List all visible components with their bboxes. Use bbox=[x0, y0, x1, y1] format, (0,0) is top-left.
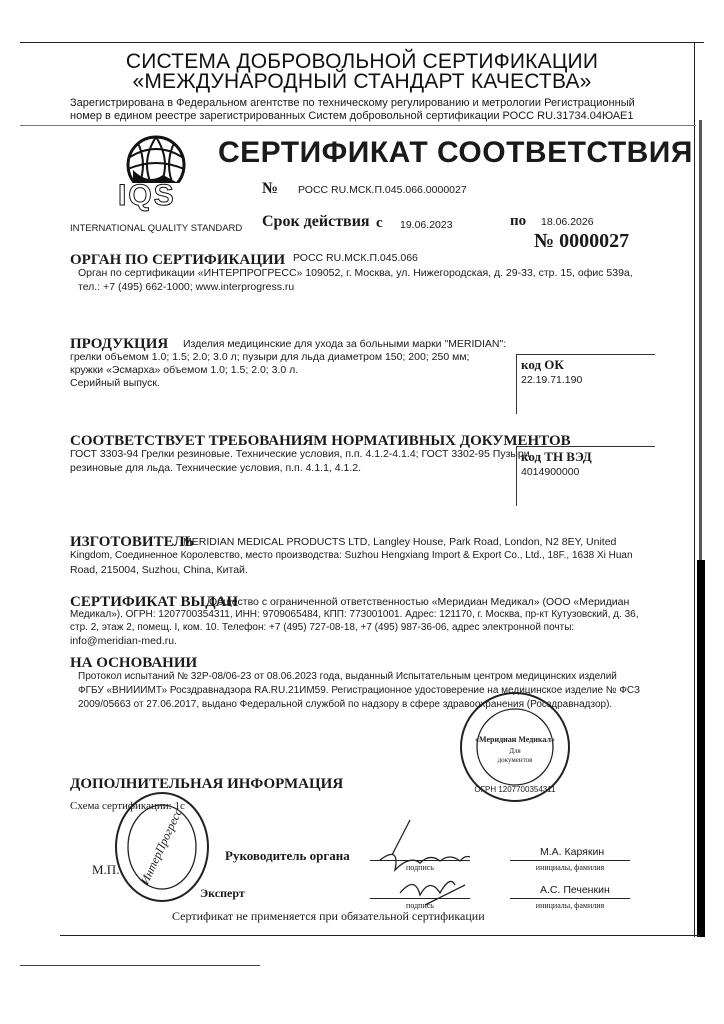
top-border bbox=[20, 42, 704, 43]
name-caption-1: инициалы, фамилия bbox=[535, 863, 605, 872]
basis-line-1: Протокол испытаний № 32Р-08/06-23 от 08.06.2023 года, выданный Испытательным центром медицинских изделий bbox=[78, 671, 617, 682]
stray-line bbox=[20, 965, 260, 966]
system-title-1: СИСТЕМА ДОБРОВОЛЬНОЙ СЕРТИФИКАЦИИ bbox=[125, 50, 599, 73]
signature-line-1 bbox=[370, 860, 470, 861]
svg-text:«Меридиан Медикал»: «Меридиан Медикал» bbox=[475, 735, 555, 744]
name-line-2 bbox=[510, 898, 630, 899]
right-edge-bar bbox=[697, 560, 705, 937]
bottom-border bbox=[60, 935, 700, 936]
product-heading: ПРОДУКЦИЯ bbox=[70, 336, 169, 352]
organ-line-1: Орган по сертификации «ИНТЕРПРОГРЕСС» 109052, г. Москва, ул. Нижегородская, д. 29-33, стр. 15, офис 539а, bbox=[78, 267, 633, 279]
conformity-line-2: резиновые для льда. Технические условия, п.п. 4.1.1, 4.1.2. bbox=[70, 462, 362, 474]
svg-text:Для: Для bbox=[509, 747, 521, 755]
tnved-code-label: код ТН ВЭД bbox=[521, 449, 592, 464]
issued-heading: СЕРТИФИКАТ ВЫДАН bbox=[70, 594, 239, 610]
name-caption-2: инициалы, фамилия bbox=[535, 901, 605, 910]
name-1: М.А. Карякин bbox=[540, 846, 605, 858]
organ-code: РОСС RU.МСК.П.045.066 bbox=[293, 252, 418, 264]
product-line-4: Серийный выпуск. bbox=[70, 377, 160, 389]
number-label: № bbox=[262, 180, 279, 197]
to-label: по bbox=[510, 213, 527, 229]
iqs-logo bbox=[108, 135, 203, 210]
name-line-1 bbox=[510, 860, 630, 861]
svg-text:документов: документов bbox=[497, 756, 533, 764]
okpd-code: 22.19.71.190 bbox=[521, 374, 583, 386]
basis-line-3: 2009/05663 от 27.06.2017, выдано Федеральной службой по надзору в сфере здравоохранения (Росздравнадзор). bbox=[78, 699, 613, 710]
footer-note: Сертификат не применяется при обязательной сертификации bbox=[172, 909, 485, 923]
expert-label: Эксперт bbox=[200, 886, 245, 900]
name-2: А.С. Печенкин bbox=[540, 884, 610, 896]
okpd-code-label: код ОК bbox=[521, 357, 564, 372]
left-stamp bbox=[112, 790, 212, 905]
registration-line-1: Зарегистрирована в Федеральном агентстве по техническому регулированию и метрологии Регистрационный bbox=[70, 97, 635, 109]
validity-label: Срок действия bbox=[262, 213, 370, 230]
organ-heading: ОРГАН ПО СЕРТИФИКАЦИИ bbox=[70, 252, 286, 268]
logo-text: IQS bbox=[118, 179, 176, 212]
logo-caption: INTERNATIONAL QUALITY STANDARD bbox=[70, 223, 243, 234]
issued-email: info@meridian-med.ru. bbox=[70, 635, 177, 647]
manufacturer-heading: ИЗГОТОВИТЕЛЬ bbox=[70, 534, 195, 550]
signature-caption-2: подпись bbox=[406, 901, 434, 910]
header-divider bbox=[20, 125, 696, 126]
additional-heading: ДОПОЛНИТЕЛЬНАЯ ИНФОРМАЦИЯ bbox=[70, 776, 344, 792]
to-date: 18.06.2026 bbox=[541, 216, 594, 228]
system-title-2: «МЕЖДУНАРОДНЫЙ СТАНДАРТ КАЧЕСТВА» bbox=[132, 70, 592, 93]
svg-text:ОГРН 1207700354311: ОГРН 1207700354311 bbox=[474, 785, 556, 794]
okpd-code-box bbox=[516, 354, 655, 414]
issued-line-2: Медикал»). ОГРН: 1207700354311, ИНН: 9709065484, КПП: 773001001. Адрес: 121170, г. Москва, пр-кт Кутузовский, д. 36, bbox=[70, 609, 639, 620]
right-edge-shadow bbox=[699, 120, 702, 560]
from-label: с bbox=[376, 215, 383, 231]
organ-line-2: тел.: +7 (495) 662-1000; www.interprogress.ru bbox=[78, 281, 295, 293]
basis-line-2: ФГБУ «ВНИИИМТ» Росздравнадзора RA.RU.21ИМ59. Регистрационное удостоверение на медицинское изделие № ФСЗ bbox=[78, 685, 641, 696]
basis-heading: НА ОСНОВАНИИ bbox=[70, 655, 198, 671]
certificate-number: РОСС RU.МСК.П.045.066.0000027 bbox=[298, 184, 467, 196]
svg-text:ИнтерПрогресс: ИнтерПрогресс bbox=[137, 806, 185, 887]
conformity-line-1: ГОСТ 3303-94 Грелки резиновые. Технические условия, п.п. 4.1.2-4.1.4; ГОСТ 3302-95 Пузыри bbox=[70, 448, 530, 460]
manufacturer-line-1: MERIDIAN MEDICAL PRODUCTS LTD, Langley House, Park Road, London, N2 8EY, United bbox=[183, 536, 617, 548]
mp-label: М.П. bbox=[92, 862, 120, 877]
product-line-3: кружки «Эсмарха» объемом 1.0; 1.5; 2.0; 3.0 л. bbox=[70, 364, 299, 376]
manufacturer-line-3: Road, 215004, Suzhou, China, Китай. bbox=[70, 564, 248, 576]
right-stamp bbox=[455, 690, 575, 805]
head-label: Руководитель органа bbox=[225, 848, 350, 863]
signature-line-2 bbox=[370, 898, 470, 899]
tnved-code-box bbox=[516, 446, 655, 506]
issued-line-1: Общество с ограниченной ответственностью «Меридиан Медикал» (ООО «Меридиан bbox=[209, 596, 630, 608]
product-line-2: грелки объемом 1.0; 1.5; 2.0; 3.0 л; пузыри для льда диаметром 150; 200; 250 мм; bbox=[70, 351, 470, 363]
form-number: № 0000027 bbox=[534, 230, 630, 252]
tnved-code: 4014900000 bbox=[521, 466, 580, 478]
right-border bbox=[694, 42, 695, 937]
registration-line-2: номер в едином реестре зарегистрированных Систем добровольной сертификации РОСС RU.31734.04ЮАЕ1 bbox=[70, 110, 634, 122]
certification-scheme: Схема сертификации: 1с bbox=[70, 800, 185, 812]
manufacturer-line-2: Kingdom, Соединенное Королевство, место производства: Suzhou Hengxiang Import & Export Co., Ltd., 18F., 1638 Xi Huan bbox=[70, 550, 633, 561]
signature-caption-1: подпись bbox=[406, 863, 434, 872]
product-line-1: Изделия медицинские для ухода за больными марки "MERIDIAN": bbox=[183, 338, 507, 350]
certificate-title: СЕРТИФИКАТ СООТВЕТСТВИЯ bbox=[218, 136, 693, 169]
conformity-heading: СООТВЕТСТВУЕТ ТРЕБОВАНИЯМ НОРМАТИВНЫХ ДОКУМЕНТОВ bbox=[70, 433, 571, 449]
from-date: 19.06.2023 bbox=[400, 219, 453, 231]
issued-line-3: стр. 2, этаж 2, помещ. I, ком. 10. Телефон: +7 (495) 727-08-18, +7 (495) 987-36-06, адрес электронной почты: bbox=[70, 622, 575, 633]
